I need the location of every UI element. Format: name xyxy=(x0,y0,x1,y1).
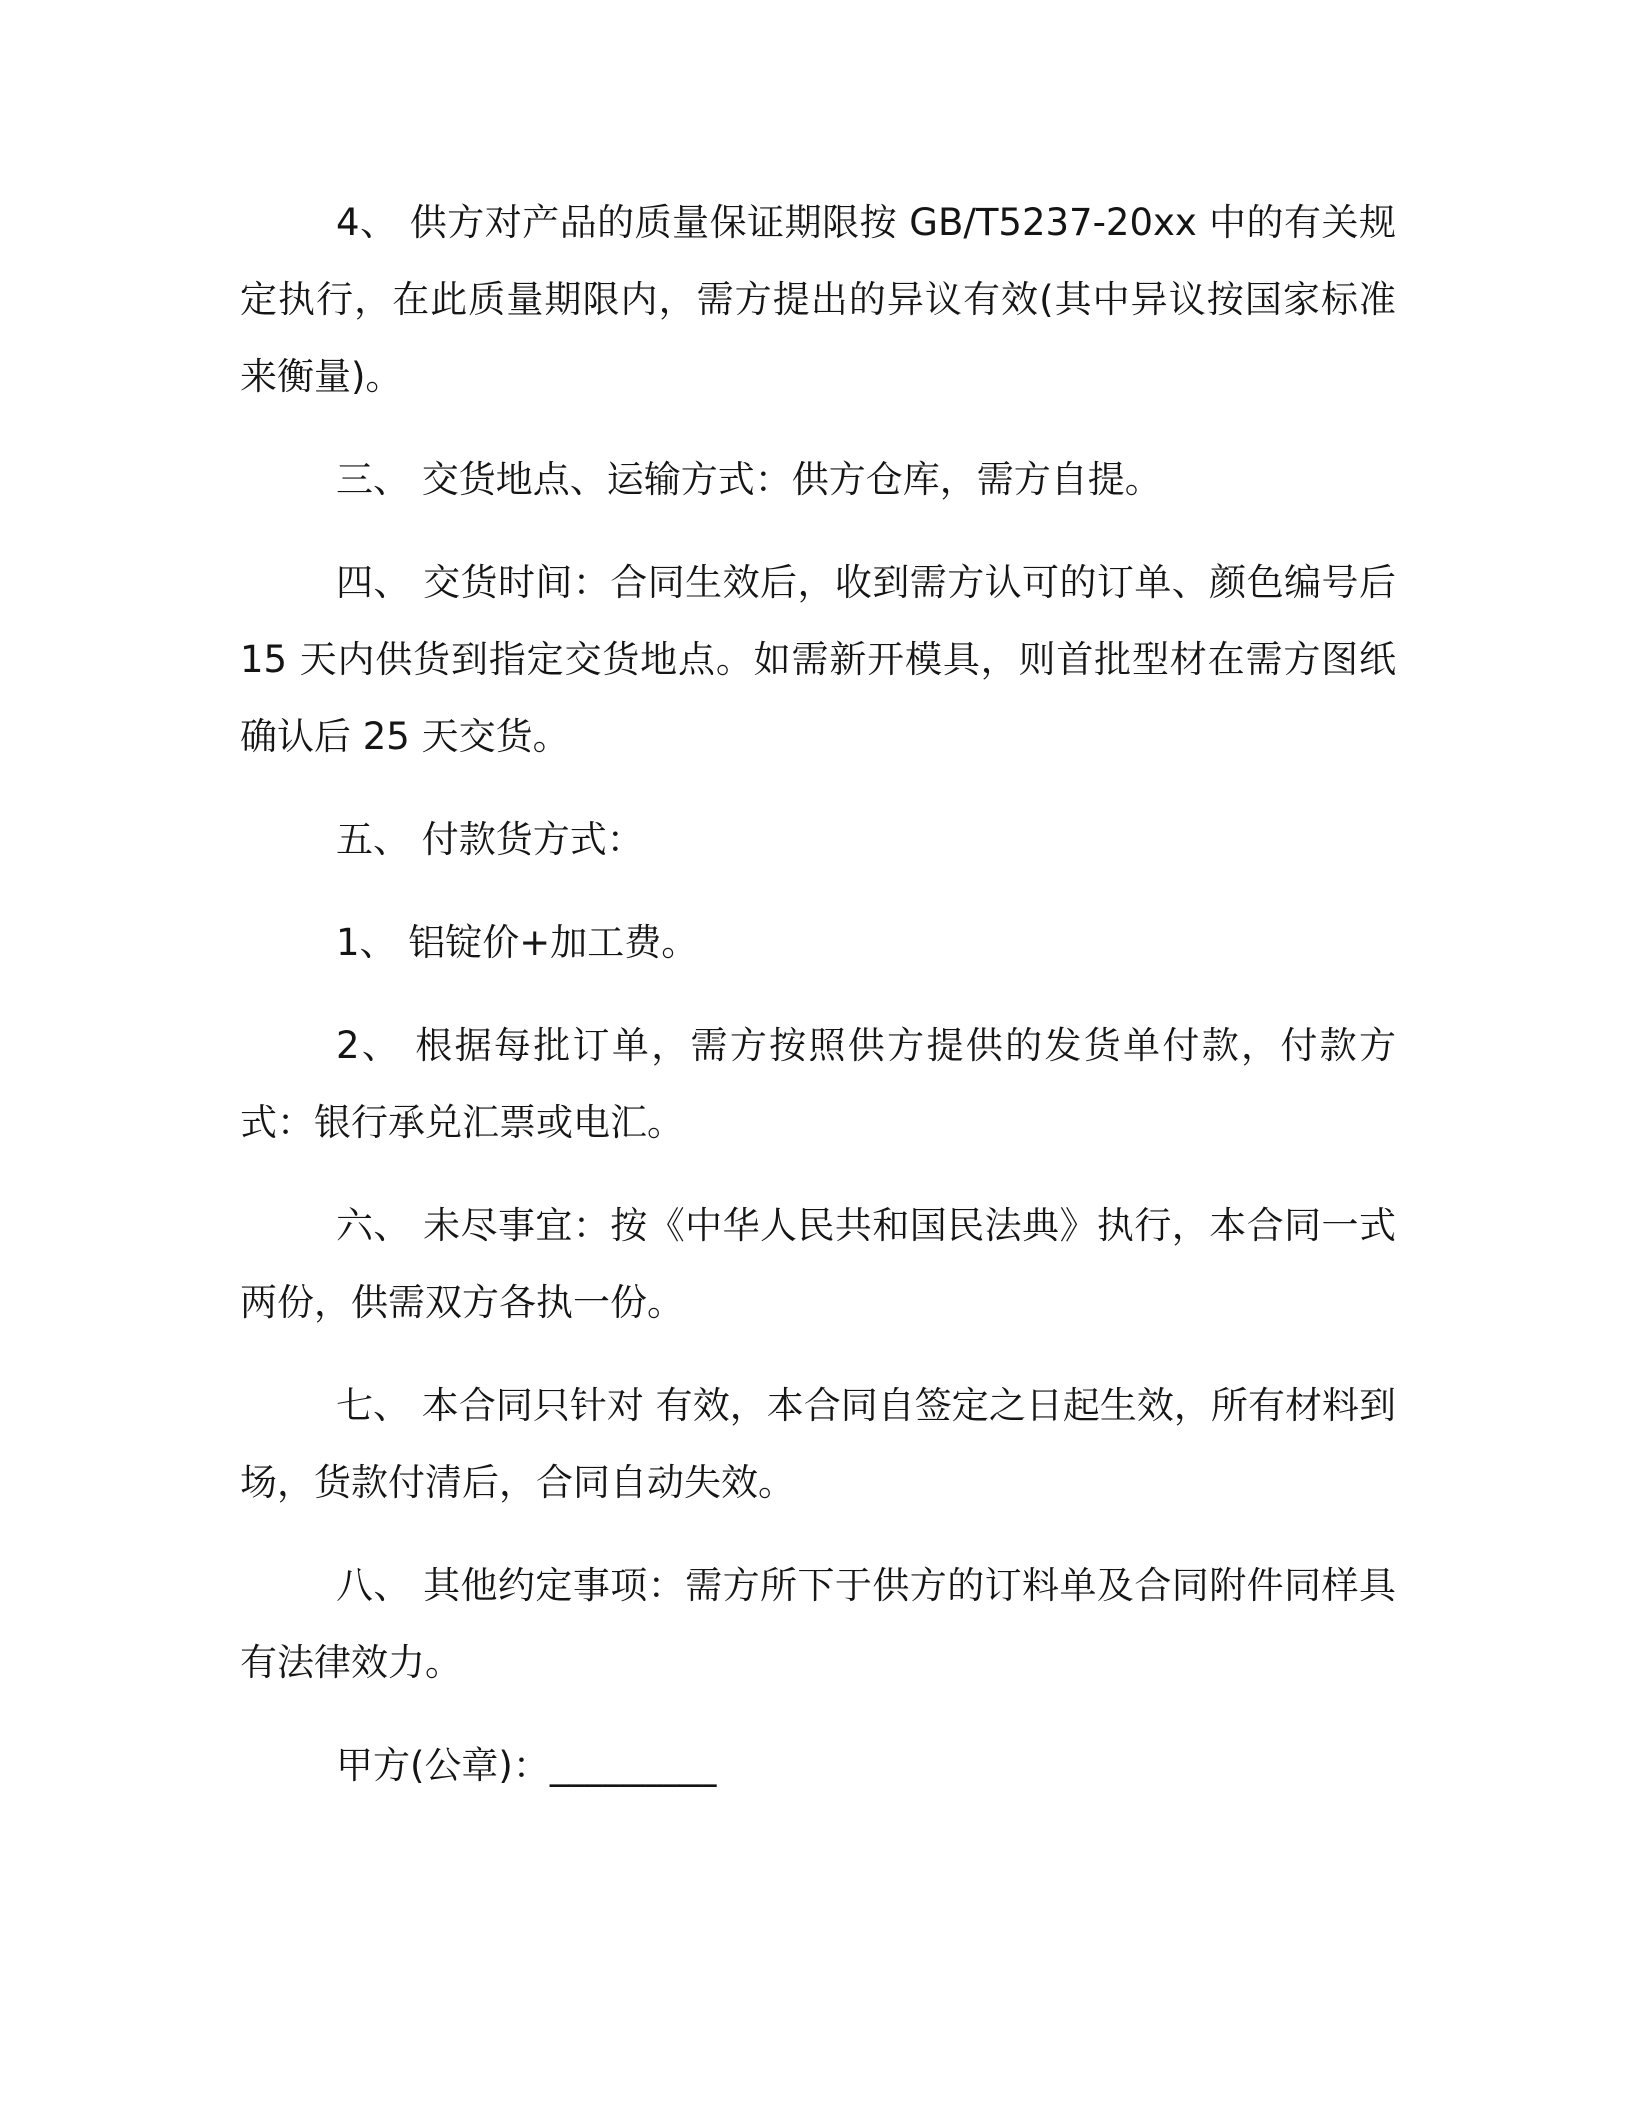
paragraph-payment-heading: 五、 付款货方式： xyxy=(336,818,644,861)
paragraph-delivery-time: 四、 交货时间：合同生效后，收到需方认可的订单、颜色编号后 15 天内供货到指定交货地点。如需新开模具，则首批型材在需方图纸确认后 25 天交货。 xyxy=(240,561,1408,758)
paragraph-payment-item-2: 2、 根据每批订单，需方按照供方提供的发货单付款，付款方式：银行承兑汇票或电汇。 xyxy=(240,1024,1396,1144)
paragraph-delivery-location: 三、 交货地点、运输方式：供方仓库，需方自提。 xyxy=(336,458,1162,501)
paragraph-unresolved-matters: 六、 未尽事宜：按《中华人民共和国民法典》执行，本合同一式两份，供需双方各执一份。 xyxy=(240,1204,1396,1324)
paragraph-other-terms: 八、 其他约定事项：需方所下于供方的订料单及合同附件同样具有法律效力。 xyxy=(240,1564,1396,1684)
document-body xyxy=(240,184,1408,1830)
paragraph-payment-item-1: 1、 铝锭价+加工费。 xyxy=(336,921,699,964)
signature-line-party-a: 甲方(公章)：_________ xyxy=(336,1744,717,1787)
paragraph-contract-validity: 七、 本合同只针对 有效，本合同自签定之日起生效，所有材料到场，货款付清后，合同自动失效。 xyxy=(240,1384,1396,1504)
paragraph-quality-guarantee: 4、 供方对产品的质量保证期限按 GB/T5237-20xx 中的有关规定执行，在此质量期限内，需方提出的异议有效(其中异议按国家标准来衡量)。 xyxy=(240,201,1396,398)
